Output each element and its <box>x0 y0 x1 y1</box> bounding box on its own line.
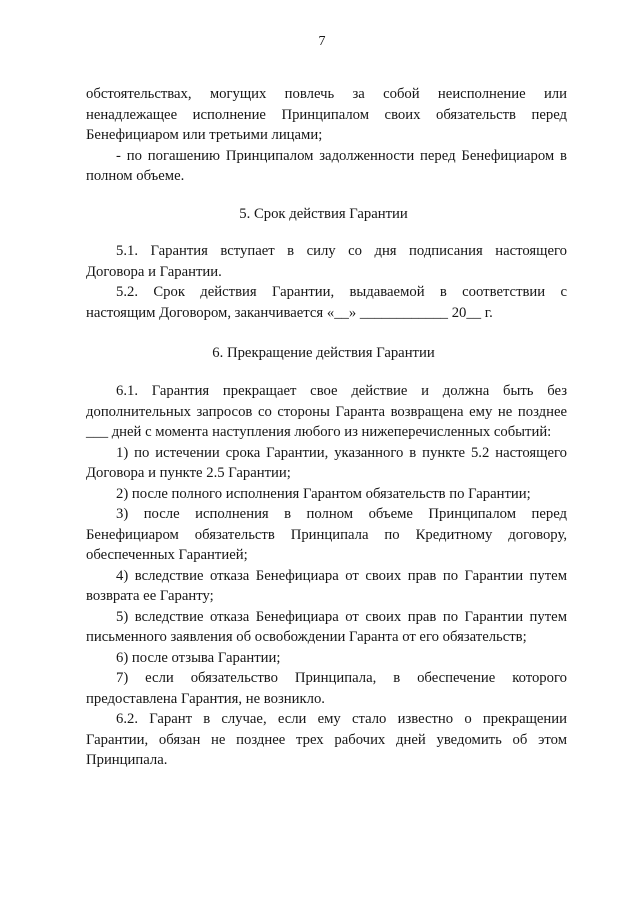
text-line: Договора и Гарантии. <box>86 263 222 280</box>
text-line: 5.1. Гарантия вступает в силу со дня подписания настоящего <box>116 243 567 259</box>
list-item-3 <box>86 504 567 566</box>
text-line: Гарантии, обязан не позднее трех рабочих дней уведомить об этом <box>86 731 567 748</box>
text-line: обеспеченных Гарантией; <box>86 547 248 563</box>
paragraph-continuation <box>86 84 567 146</box>
text-line: Договора и пункте 2.5 Гарантии; <box>86 465 291 481</box>
text-line: предоставлена Гарантия, не возникло. <box>86 690 325 707</box>
intro-block <box>86 84 567 187</box>
text-line: 6.2. Гарант в случае, если ему стало известно о прекращении <box>116 711 567 727</box>
text-line: 6) после отзыва Гарантии; <box>116 649 281 666</box>
text-line: 4) вследствие отказа Бенефициара от своих прав по Гарантии путем <box>116 567 567 584</box>
list-item-7 <box>86 668 567 709</box>
text-line: 5.2. Срок действия Гарантии, выдаваемой в соответствии с <box>116 284 567 300</box>
text-line: - по погашению Принципалом задолженности перед Бенефициаром в <box>116 147 567 164</box>
paragraph-debt-repayment <box>86 146 567 187</box>
text-line: Бенефициаром обязательств Принципала по Кредитному договору, <box>86 526 567 543</box>
section-6-body <box>86 381 567 771</box>
text-line: Бенефициаром или третьими лицами; <box>86 127 323 143</box>
text-line: дополнительных запросов со стороны Гаранта возвращена ему не позднее <box>86 403 567 420</box>
paragraph-6-2 <box>86 709 567 771</box>
text-line: 7) если обязательство Принципала, в обеспечение которого <box>116 670 567 686</box>
text-line: письменного заявления об освобождении Гаранта от его обязательств; <box>86 629 527 645</box>
text-line: настоящим Договором, заканчивается «__» ____________ 20__ г. <box>86 304 493 321</box>
text-line: 5) вследствие отказа Бенефициара от своих прав по Гарантии путем <box>116 608 567 625</box>
paragraph-6-1 <box>86 381 567 443</box>
text-line: обстоятельствах, могущих повлечь за собой неисполнение или <box>86 86 567 102</box>
text-line: 6.1. Гарантия прекращает свое действие и должна быть без <box>116 383 567 399</box>
text-line: ненадлежащее исполнение Принципалом своих обязательств перед <box>86 106 567 123</box>
text-line: 2) после полного исполнения Гарантом обязательств по Гарантии; <box>116 485 531 502</box>
text-line: возврата ее Гаранту; <box>86 588 214 604</box>
section-5-heading: 5. Срок действия Гарантии <box>239 206 408 222</box>
text-line: 3) после исполнения в полном объеме Принципалом перед <box>116 506 567 522</box>
text-line: ___ дней с момента наступления любого из нижеперечисленных событий: <box>86 424 552 440</box>
list-item-4 <box>86 566 567 607</box>
section-6-heading: 6. Прекращение действия Гарантии <box>212 345 435 361</box>
list-item-5 <box>86 607 567 648</box>
text-line: Принципала. <box>86 752 168 768</box>
page-number: 7 <box>318 34 326 49</box>
text-line: полном объеме. <box>86 168 185 184</box>
text-line: 1) по истечении срока Гарантии, указанного в пункте 5.2 настоящего <box>116 444 567 461</box>
paragraph-5-2 <box>86 282 567 323</box>
list-item-2 <box>86 484 567 505</box>
list-item-1 <box>86 443 567 484</box>
list-item-6 <box>86 648 567 669</box>
section-5-body <box>86 241 567 323</box>
paragraph-5-1 <box>86 241 567 282</box>
